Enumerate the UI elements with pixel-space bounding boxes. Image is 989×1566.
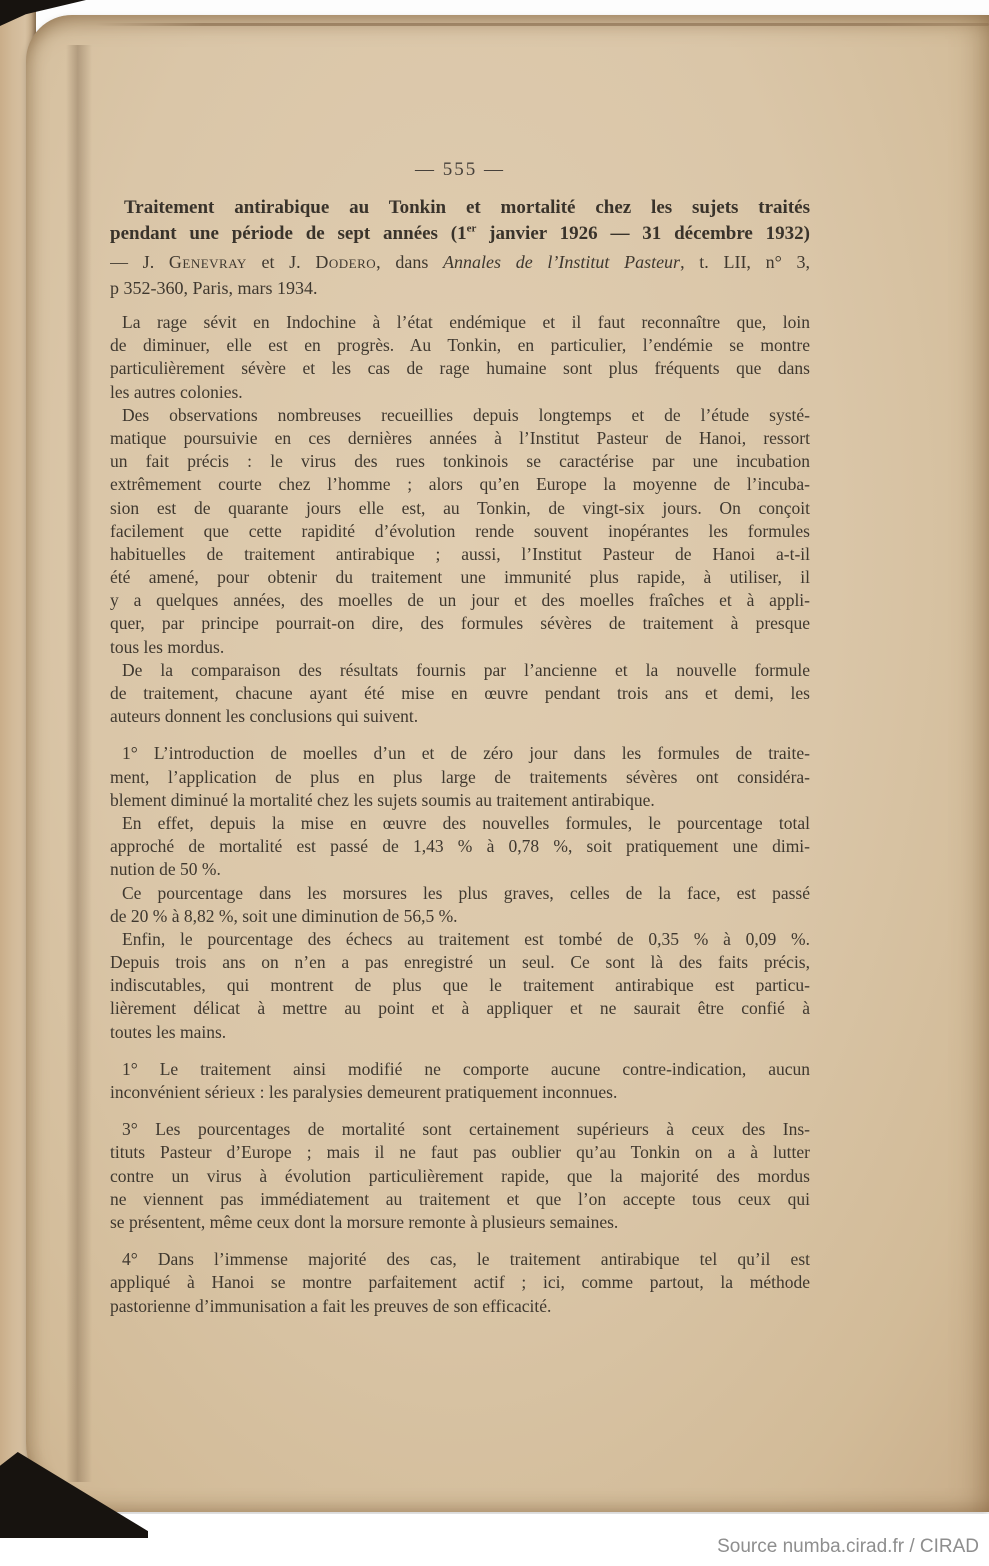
paragraph (110, 928, 810, 1044)
text-line: 3° Les pourcentages de mortalité sont certainement supérieurs à ceux des Ins- (122, 1119, 810, 1140)
text-line: sion est de quarante jours elle est, au Tonkin, de vingt-six jours. On conçoit (110, 497, 810, 518)
paragraph (110, 742, 810, 812)
text-line: contre un virus à évolution particulièrement rapide, que la majorité des mordus (110, 1165, 810, 1186)
text-line: ne viennent pas immédiatement au traitement et que l’on accepte tous ceux qui (110, 1188, 810, 1209)
title-text-1: Traitement antirabique au Tonkin et mortalité chez les sujets traités (124, 197, 810, 218)
title-superscript: er (466, 222, 477, 235)
paragraph (110, 1118, 810, 1234)
text-line: habituelles de traitement antirabique ; aussi, l’Institut Pasteur de Hanoi a-t-il (110, 543, 810, 564)
text-line: matique poursuivie en ces dernières années à l’Institut Pasteur de Hanoi, ressort (110, 427, 810, 448)
paragraph (110, 1058, 810, 1104)
text-line: facilement que cette rapidité d’évolution rende souvent inopérantes les formules (110, 520, 810, 541)
paragraph (110, 812, 810, 882)
text-line: extrêmement courte chez l’homme ; alors qu’en Europe la moyenne de l’incuba- (110, 474, 810, 495)
paragraph (110, 311, 810, 404)
text-line: indiscutables, qui montrent de plus que le traitement antirabique est particu- (110, 975, 810, 996)
paragraph (110, 882, 810, 928)
author-name-1: Genevray (168, 252, 247, 272)
text-line: ment, l’application de plus en plus large de traitements sévères ont considéra- (110, 766, 810, 787)
title-line-2 (110, 221, 810, 247)
text-line: particulièrement sévère et les cas de rage humaine sont plus fréquents que dans (110, 358, 810, 379)
text-line: y a quelques années, des moelles de un jour et des moelles fraîches et à appli- (110, 590, 810, 611)
citation-suffix: , t. LII, n° 3, (680, 252, 810, 272)
text-line: de diminuer, elle est en progrès. Au Tonkin, en particulier, l’endémie se montre (110, 335, 810, 356)
title-text-2b: janvier 1926 — 31 décembre 1932) (476, 223, 810, 244)
citation-line-2: p 352-360, Paris, mars 1934. (110, 278, 318, 298)
text-line: un fait précis : le virus des rues tonkinois se caractérise par une incubation (110, 451, 810, 472)
text-line: de traitement, chacune ayant été mise en œuvre pendant trois ans et demi, les (110, 683, 810, 703)
text-line: blement diminué la mortalité chez les sujets soumis au traitement antirabique. (110, 789, 655, 810)
text-line: pastorienne d’immunisation a fait les preuves de son efficacité. (110, 1295, 552, 1316)
citation-mid-2: , dans (376, 252, 444, 272)
text-line: inconvénient sérieux : les paralysies demeurent pratiquement inconnues. (110, 1082, 618, 1102)
source-attribution: Source numba.cirad.fr / CIRAD (717, 1536, 979, 1557)
paragraph (110, 1248, 810, 1318)
journal-title: Annales de l’Institut Pasteur (443, 252, 681, 272)
citation-dash: — J. (110, 252, 169, 272)
text-line: de 20 % à 8,82 %, soit une diminution de 56,5 %. (110, 905, 458, 926)
title-line-1 (110, 195, 810, 221)
text-line: appliqué à Hanoi se montre parfaitement actif ; ici, comme partout, la méthode (110, 1272, 810, 1293)
text-line: se présentent, même ceux dont la morsure remonte à plusieurs semaines. (110, 1211, 619, 1232)
text-line: Depuis trois ans on n’en a pas enregistré un seul. Ce sont là des faits précis, (110, 952, 810, 973)
text-line: tituts Pasteur d’Europe ; mais il ne faut pas oublier qu’au Tonkin on a à lutter (110, 1142, 810, 1163)
article-citation (110, 249, 810, 301)
text-line: La rage sévit en Indochine à l’état endémique et il faut reconnaître que, loin (122, 312, 810, 332)
scanned-page (26, 15, 989, 1512)
text-line: lièrement délicat à mettre au point et à appliquer et ne saurait être confié à (110, 998, 810, 1019)
gutter-crease (66, 45, 92, 1482)
text-line: Des observations nombreuses recueillies depuis longtemps et de l’étude systé- (122, 404, 810, 425)
text-line: 1° Le traitement ainsi modifié ne comporte aucune contre-indication, aucun (122, 1058, 810, 1079)
text-line: 1° L’introduction de moelles d’un et de zéro jour dans les formules de traite- (122, 743, 810, 764)
text-line: Ce pourcentage dans les morsures les plus graves, celles de la face, est passé (122, 882, 810, 903)
text-line: les autres colonies. (110, 381, 243, 402)
text-line: En effet, depuis la mise en œuvre des nouvelles formules, le pourcentage total (122, 812, 810, 833)
author-name-2: Dodero (315, 252, 377, 272)
text-line: nution de 50 %. (110, 859, 221, 880)
text-line: Enfin, le pourcentage des échecs au traitement est tombé de 0,35 % à 0,09 %. (122, 928, 810, 949)
text-line: approché de mortalité est passé de 1,43 % à 0,78 %, soit pratiquement une dimi- (110, 836, 810, 857)
title-text-2a: pendant une période de sept années (1 (110, 223, 467, 244)
text-line: été amené, pour obtenir du traitement une immunité plus rapide, à utiliser, il (110, 567, 810, 588)
article-title (110, 195, 810, 247)
text-line: 4° Dans l’immense majorité des cas, le traitement antirabique tel qu’il est (122, 1249, 810, 1270)
paragraph (110, 404, 810, 659)
citation-line-1 (110, 249, 810, 275)
paragraph (110, 659, 810, 729)
text-line: quer, par principe pourrait-on dire, des formules sévères de traitement à presque (110, 613, 810, 634)
text-line: toutes les mains. (110, 1021, 227, 1042)
text-line: De la comparaison des résultats fournis par l’ancienne et la nouvelle formule (122, 659, 810, 680)
body-text (110, 311, 810, 1318)
text-line: tous les mordus. (110, 636, 225, 657)
page-content (110, 15, 810, 1318)
page-number: — 555 — (415, 159, 505, 180)
citation-mid-1: et J. (246, 252, 316, 272)
text-line: auteurs donnent les conclusions qui suivent. (110, 706, 419, 727)
